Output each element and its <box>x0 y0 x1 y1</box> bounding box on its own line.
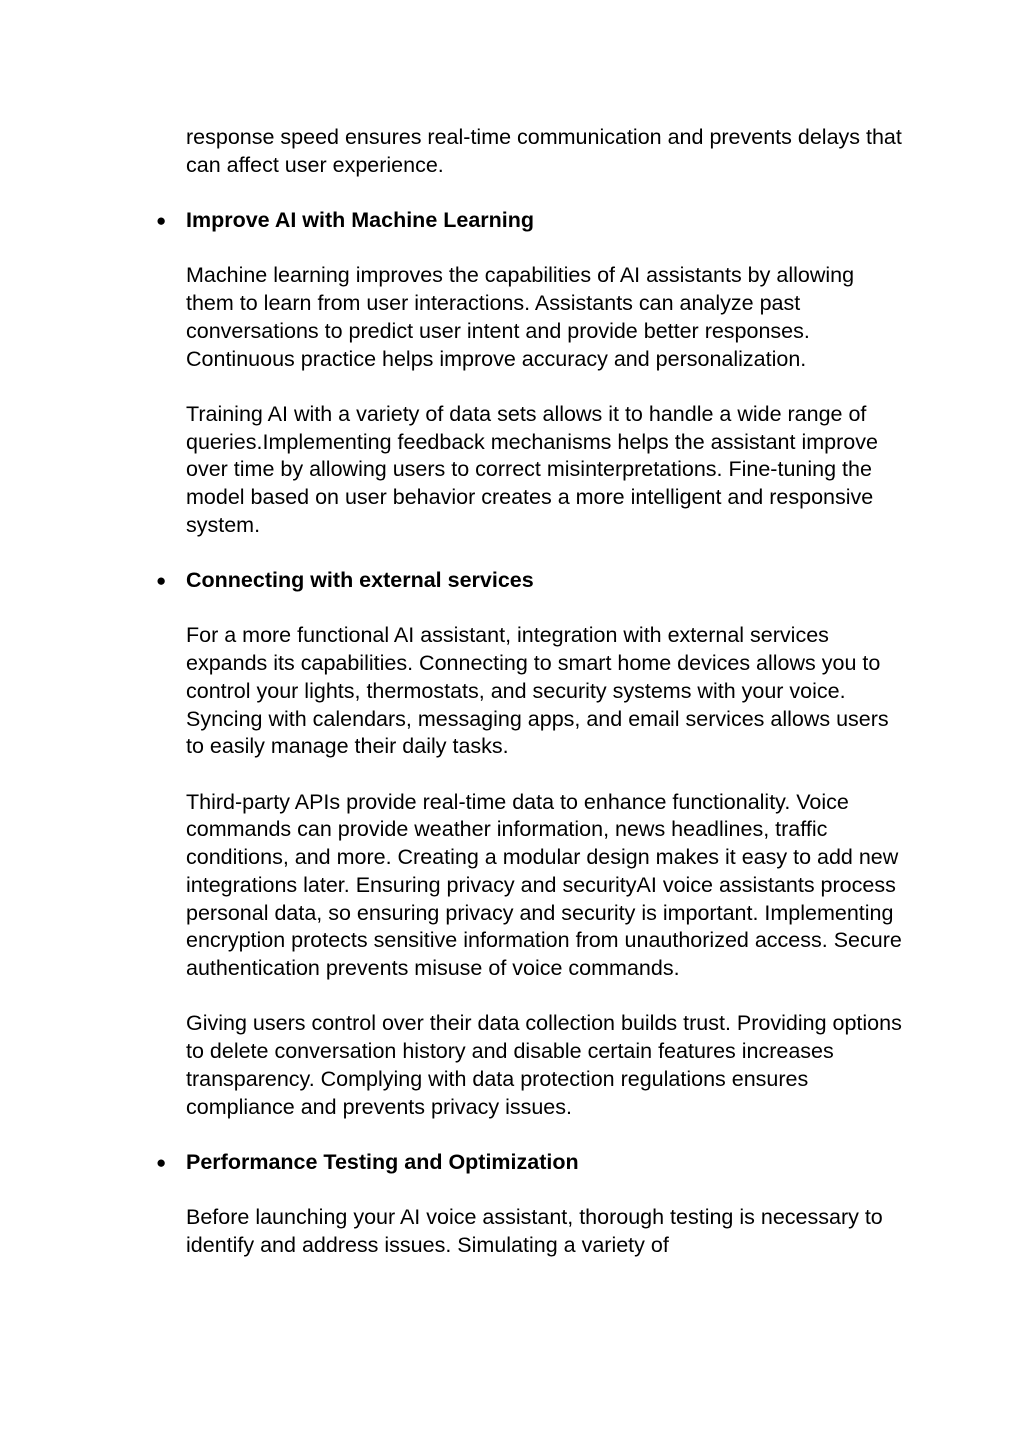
heading-text: Improve AI with Machine Learning <box>186 208 535 232</box>
paragraph-user-data-control: Giving users control over their data collection builds trust. Providing options to delete conversation history and disable certain features increases transparency. Complying with data protection regulations ensures compliance and prevents privacy issues. <box>186 1011 902 1119</box>
paragraph-training-ai: Training AI with a variety of data sets allows it to handle a wide range of queries.Implementing feedback mechanisms helps the assistant improve over time by allowing users to correct misinterpretations. Fine-tuning the model based on user behavior creates a more intelligent and responsive system. <box>186 401 878 537</box>
paragraph-integration-external-services: For a more functional AI assistant, integration with external services expands its capabilities. Connecting to smart home devices allows you to control your lights, thermostats, and security systems with your voice. Syncing with calendars, messaging apps, and email services allows users to easily manage their daily tasks. <box>186 623 889 759</box>
heading-performance-testing <box>156 1149 906 1177</box>
bullet-icon: ● <box>156 1152 167 1172</box>
heading-text: Connecting with external services <box>186 568 534 592</box>
heading-improve-ai-machine-learning <box>156 207 906 235</box>
bullet-icon: ● <box>156 571 167 590</box>
heading-text: Performance Testing and Optimization <box>186 1149 579 1174</box>
paragraph-before-launching: Before launching your AI voice assistant, thorough testing is necessary to identify and address issues. Simulating a variety of <box>186 1205 883 1257</box>
bullet-icon: ● <box>156 211 167 230</box>
paragraph-response-speed: response speed ensures real-time communication and prevents delays that can affect user experience. <box>186 125 902 177</box>
heading-connecting-external-services <box>156 567 906 595</box>
paragraph-machine-learning: Machine learning improves the capabilities of AI assistants by allowing them to learn from user interactions. Assistants can analyze past conversations to predict user intent and provide better responses. Continuous practice helps improve accuracy and personalization. <box>186 263 855 371</box>
paragraph-third-party-apis: Third-party APIs provide real-time data to enhance functionality. Voice commands can provide weather information, news headlines, traffic conditions, and more. Creating a modular design makes it easy to add new integrations later. Ensuring privacy and securityAI voice assistants process personal data, so ensuring privacy and security is important. Implementing encryption protects sensitive information from unauthorized access. Secure authentication prevents misuse of voice commands. <box>186 789 902 980</box>
document-body <box>156 124 906 1287</box>
